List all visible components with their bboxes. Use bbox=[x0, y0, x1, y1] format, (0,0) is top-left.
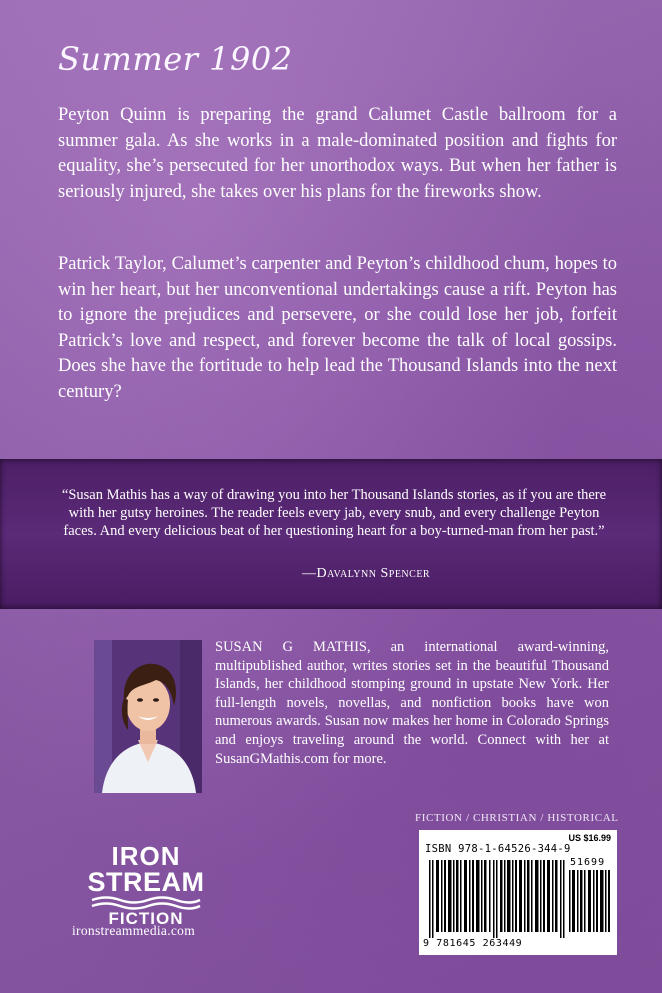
publisher-website[interactable]: ironstreammedia.com bbox=[72, 923, 196, 938]
endorsement-attribution: —Davalynn Spencer bbox=[302, 566, 431, 581]
genre-label: FICTION / CHRISTIAN / HISTORICAL bbox=[415, 812, 619, 824]
logo-text-line1: IRON bbox=[111, 841, 181, 871]
author-bio bbox=[215, 638, 609, 768]
publisher-logo bbox=[82, 843, 210, 928]
cover-heading: Summer 1902 bbox=[58, 40, 293, 78]
endorsement-quote: “Susan Mathis has a way of drawing you into her Thousand Islands stories, as if you are there with her gutsy heroines. The reader feels every jab, every snub, and every challenge Peyton faces. And every delicious beat of her questioning heart for a boy-turned-man from her past.” bbox=[61, 487, 607, 539]
author-bio-text: , an international award-winning, multipublished author, writes stories set in the beautiful Thousand Islands, her childhood stomping ground in upstate New York. Her full-length novels, novellas, and nonfiction books have won numerous awards. Susan now makes her home in Colorado Springs and enjoys traveling around the world. Connect with her at SusanGMathis.com for more. bbox=[215, 639, 609, 767]
blurb-paragraph-2: Patrick Taylor, Calumet’s carpenter and Peyton’s childhood chum, hopes to win her heart, but her unconventional undertakings cause a rift. Peyton has to ignore the prejudices and persevere, or she could lose her job, forfeit Patrick’s love and respect, and forever become the talk of local gossips. Does she have the fortitude to help lead the Thousand Islands into the next century? bbox=[58, 254, 617, 402]
ean-barcode bbox=[429, 860, 567, 938]
author-name: SUSAN G MATHIS bbox=[215, 639, 367, 655]
blurb-paragraph-1: Peyton Quinn is preparing the grand Calumet Castle ballroom for a summer gala. As she works in a male-dominated position and fights for equality, she’s persecuted for her unorthodox ways. But when her father is seriously injured, she takes over his plans for the fireworks show. bbox=[58, 105, 617, 202]
ean-digits: 9 781645 263449 bbox=[423, 938, 523, 949]
logo-text-line3: FICTION bbox=[108, 909, 184, 928]
author-photo bbox=[94, 640, 202, 793]
price-label: US $16.99 bbox=[568, 833, 611, 843]
wave-icon bbox=[90, 896, 202, 910]
isbn-text: ISBN 978-1-64526-344-9 bbox=[425, 843, 571, 855]
price-code-text: 51699 bbox=[570, 857, 606, 868]
barcode-block bbox=[419, 830, 617, 955]
logo-text-line2: STREAM bbox=[87, 867, 205, 897]
price-barcode bbox=[569, 870, 611, 932]
